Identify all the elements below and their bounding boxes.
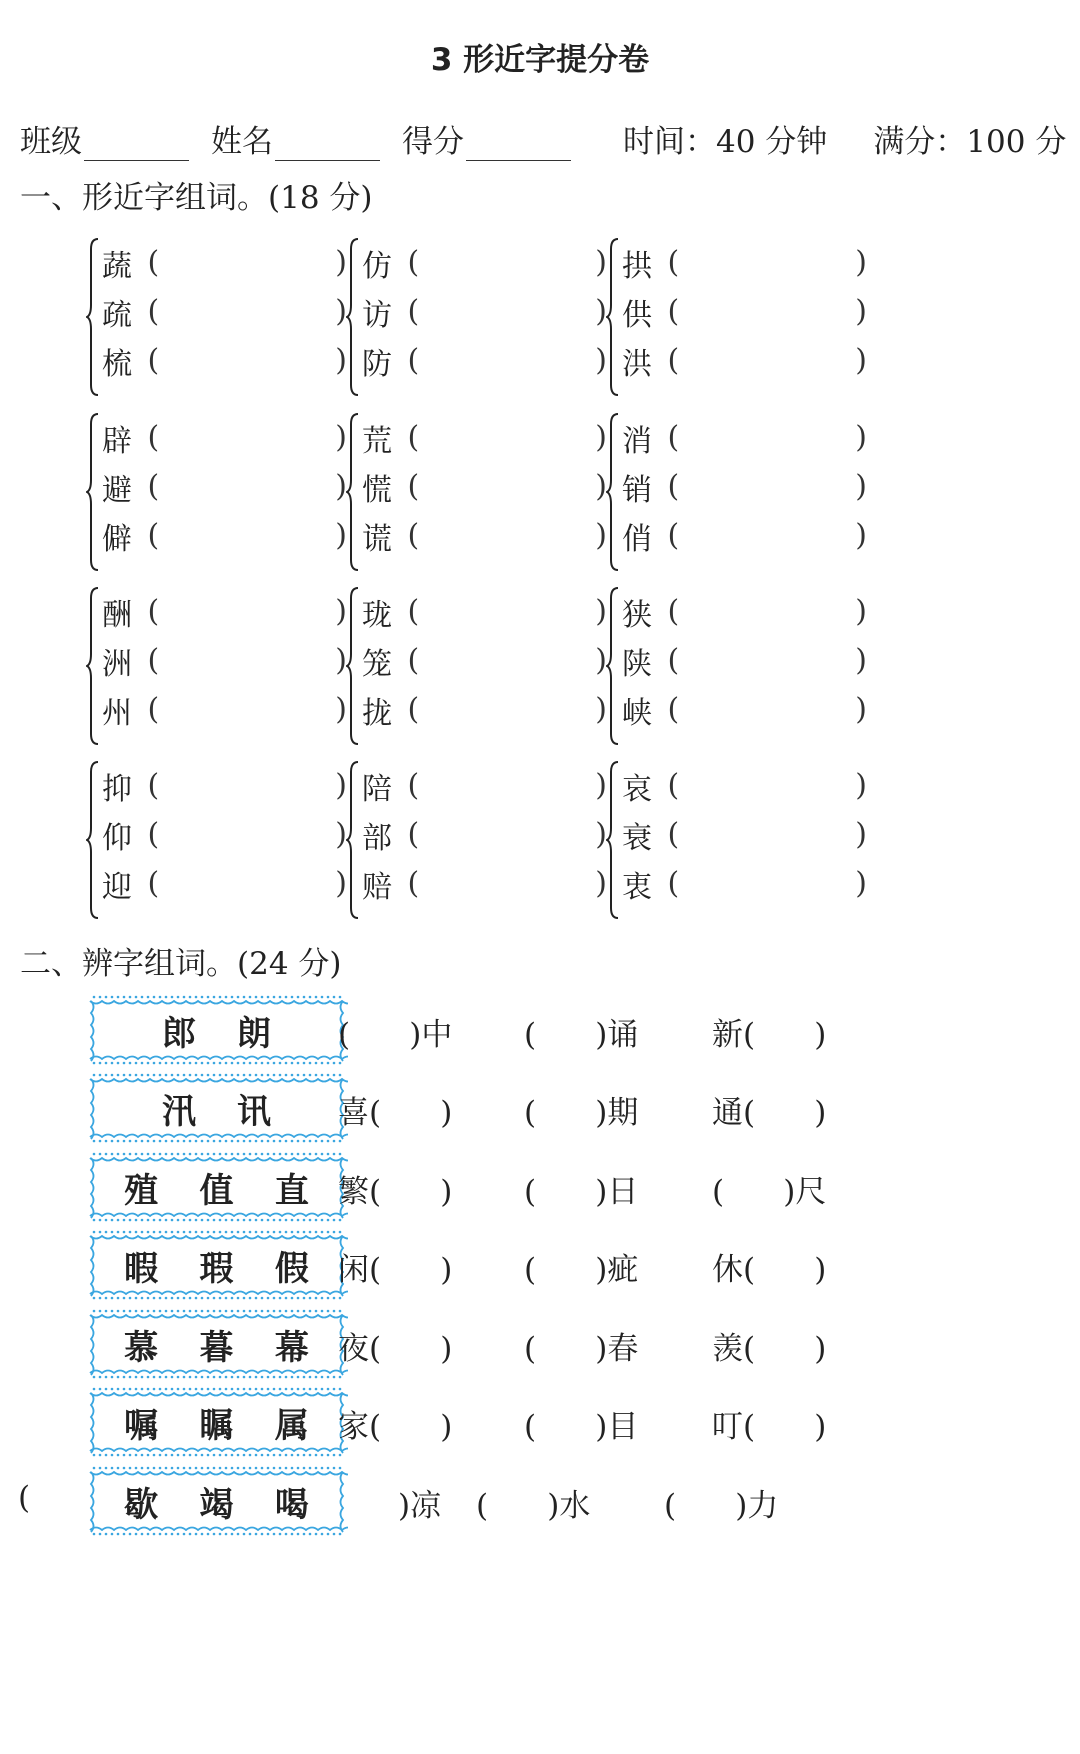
answer-blank[interactable]: ( )目 bbox=[524, 1409, 639, 1445]
answer-blank[interactable]: ( bbox=[667, 469, 680, 504]
paren-close: ) bbox=[595, 518, 607, 553]
character: 洪 bbox=[622, 346, 652, 382]
word-group bbox=[86, 410, 346, 575]
answer-blank[interactable]: ( )力 bbox=[664, 1488, 779, 1524]
word-row bbox=[622, 235, 867, 290]
score-label: 得分 bbox=[402, 124, 464, 160]
paren-close: ) bbox=[595, 866, 607, 901]
paren-close: ) bbox=[595, 245, 607, 280]
character: 俏 bbox=[622, 521, 652, 557]
answer-blank[interactable]: ( )春 bbox=[524, 1331, 639, 1367]
box-char: 竭 bbox=[199, 1484, 235, 1525]
brace-icon bbox=[86, 758, 100, 923]
word-group bbox=[346, 584, 606, 749]
word-row bbox=[622, 758, 867, 813]
paren-close: ) bbox=[595, 692, 607, 727]
word-row bbox=[102, 410, 347, 465]
word-row bbox=[362, 856, 607, 911]
paren-close: ) bbox=[855, 643, 867, 678]
paren-close: ) bbox=[595, 294, 607, 329]
word-group bbox=[346, 410, 606, 575]
answer-blank[interactable]: 夜( ) bbox=[338, 1331, 453, 1367]
answer-blank[interactable]: ( bbox=[407, 245, 420, 280]
character: 谎 bbox=[362, 521, 392, 557]
answer-blank[interactable]: ( bbox=[667, 866, 680, 901]
paren-close: ) bbox=[855, 469, 867, 504]
character: 迎 bbox=[102, 869, 132, 905]
paren-close: ) bbox=[855, 768, 867, 803]
character: 狭 bbox=[622, 597, 652, 633]
char-box bbox=[86, 1387, 348, 1457]
box-char: 瑕 bbox=[199, 1248, 235, 1289]
character: 峡 bbox=[622, 695, 652, 731]
word-row bbox=[102, 584, 347, 639]
box-characters bbox=[86, 1309, 348, 1379]
word-group bbox=[86, 758, 346, 923]
answer-blank[interactable]: ( bbox=[18, 1480, 31, 1516]
answer-blank[interactable]: ( bbox=[147, 643, 160, 678]
word-row bbox=[362, 584, 607, 639]
character: 拢 bbox=[362, 695, 392, 731]
word-row bbox=[362, 284, 607, 339]
character: 衷 bbox=[622, 869, 652, 905]
paren-close: ) bbox=[335, 817, 347, 852]
answer-blank[interactable]: ( bbox=[407, 518, 420, 553]
paren-close: ) bbox=[335, 643, 347, 678]
word-group bbox=[606, 584, 866, 749]
word-row bbox=[362, 633, 607, 688]
answer-blank[interactable]: ( bbox=[667, 594, 680, 629]
class-blank[interactable] bbox=[84, 128, 189, 161]
answer-blank[interactable]: ( bbox=[667, 245, 680, 280]
character: 避 bbox=[102, 472, 132, 508]
answer-blank[interactable]: ( )水 bbox=[476, 1488, 591, 1524]
answer-blank[interactable]: 新( ) bbox=[712, 1017, 827, 1053]
paren-close: ) bbox=[595, 594, 607, 629]
box-char: 喝 bbox=[274, 1484, 310, 1525]
box-char: 值 bbox=[199, 1170, 235, 1211]
paren-close: ) bbox=[855, 294, 867, 329]
box-char: 讯 bbox=[237, 1091, 272, 1132]
box-char: 汛 bbox=[162, 1091, 197, 1132]
character: 辟 bbox=[102, 423, 132, 459]
brace-icon bbox=[606, 235, 620, 400]
paren-close: ) bbox=[335, 420, 347, 455]
brace-icon bbox=[346, 584, 360, 749]
character: 洲 bbox=[102, 646, 132, 682]
student-info-bar bbox=[20, 116, 1067, 161]
answer-blank[interactable]: 家( ) bbox=[338, 1409, 453, 1445]
box-char: 属 bbox=[274, 1405, 310, 1446]
answer-blank[interactable]: 叮( ) bbox=[712, 1409, 827, 1445]
word-row bbox=[362, 758, 607, 813]
answer-blank[interactable]: ( bbox=[407, 594, 420, 629]
answer-blank[interactable]: ( bbox=[667, 768, 680, 803]
box-char: 慕 bbox=[124, 1327, 160, 1368]
answer-blank[interactable]: ( bbox=[667, 294, 680, 329]
character: 仰 bbox=[102, 820, 132, 856]
answer-blank[interactable]: 休( ) bbox=[712, 1252, 827, 1288]
answer-blank[interactable]: )凉 bbox=[398, 1488, 442, 1524]
box-characters bbox=[86, 1387, 348, 1457]
word-row bbox=[362, 682, 607, 737]
character: 供 bbox=[622, 297, 652, 333]
character: 僻 bbox=[102, 521, 132, 557]
answer-blank[interactable]: ( bbox=[667, 343, 680, 378]
section2-heading: 二、辨字组词。(24 分) bbox=[20, 946, 342, 982]
char-box bbox=[86, 1152, 348, 1222]
paren-close: ) bbox=[335, 518, 347, 553]
brace-icon bbox=[346, 410, 360, 575]
word-row bbox=[622, 807, 867, 862]
brace-icon bbox=[606, 584, 620, 749]
paren-close: ) bbox=[855, 245, 867, 280]
brace-icon bbox=[86, 584, 100, 749]
box-char: 暇 bbox=[124, 1248, 160, 1289]
paren-close: ) bbox=[595, 420, 607, 455]
word-row bbox=[102, 633, 347, 688]
word-row bbox=[622, 333, 867, 388]
word-row bbox=[102, 459, 347, 514]
character: 州 bbox=[102, 695, 132, 731]
word-row bbox=[102, 508, 347, 563]
answer-blank[interactable]: ( bbox=[147, 817, 160, 852]
character: 赔 bbox=[362, 869, 392, 905]
word-row bbox=[102, 235, 347, 290]
word-row bbox=[622, 459, 867, 514]
character: 拱 bbox=[622, 248, 652, 284]
word-row bbox=[362, 410, 607, 465]
box-char: 假 bbox=[274, 1248, 310, 1289]
answer-blank[interactable]: ( bbox=[407, 643, 420, 678]
answer-blank[interactable]: ( bbox=[667, 692, 680, 727]
answer-blank[interactable]: ( )疵 bbox=[524, 1252, 639, 1288]
answer-blank[interactable]: ( )日 bbox=[524, 1174, 639, 1210]
time-limit: 时间：40 分钟 bbox=[623, 124, 828, 160]
word-row bbox=[362, 459, 607, 514]
brace-icon bbox=[606, 410, 620, 575]
answer-blank[interactable]: ( bbox=[407, 817, 420, 852]
paren-close: ) bbox=[335, 343, 347, 378]
answer-blank[interactable]: ( bbox=[407, 866, 420, 901]
paren-close: ) bbox=[595, 469, 607, 504]
answer-blank[interactable]: ( bbox=[407, 469, 420, 504]
answer-blank[interactable]: ( bbox=[667, 420, 680, 455]
box-characters bbox=[86, 1230, 348, 1300]
word-group bbox=[606, 410, 866, 575]
word-group bbox=[606, 235, 866, 400]
answer-blank[interactable]: ( bbox=[147, 518, 160, 553]
paren-close: ) bbox=[595, 768, 607, 803]
char-box bbox=[86, 1466, 348, 1536]
paren-close: ) bbox=[855, 692, 867, 727]
character: 衰 bbox=[622, 820, 652, 856]
box-char: 幕 bbox=[274, 1327, 310, 1368]
answer-blank[interactable]: ( )中 bbox=[338, 1017, 453, 1053]
character: 抑 bbox=[102, 771, 132, 807]
name-label: 姓名 bbox=[211, 124, 273, 160]
paren-close: ) bbox=[855, 866, 867, 901]
character: 部 bbox=[362, 820, 392, 856]
paren-close: ) bbox=[335, 768, 347, 803]
character: 荒 bbox=[362, 423, 392, 459]
paren-close: ) bbox=[855, 817, 867, 852]
brace-icon bbox=[86, 410, 100, 575]
word-row bbox=[622, 633, 867, 688]
answer-blank[interactable]: 喜( ) bbox=[338, 1095, 453, 1131]
paren-close: ) bbox=[595, 817, 607, 852]
brace-icon bbox=[346, 235, 360, 400]
full-score: 满分：100 分 bbox=[873, 124, 1067, 160]
name-blank[interactable] bbox=[275, 128, 380, 161]
box-char: 朗 bbox=[237, 1013, 272, 1054]
character: 陕 bbox=[622, 646, 652, 682]
character: 慌 bbox=[362, 472, 392, 508]
character: 梳 bbox=[102, 346, 132, 382]
answer-blank[interactable]: ( bbox=[667, 643, 680, 678]
answer-blank[interactable]: ( bbox=[147, 245, 160, 280]
box-characters bbox=[86, 1466, 348, 1536]
answer-blank[interactable]: ( )尺 bbox=[712, 1174, 827, 1210]
answer-blank[interactable]: 闲( ) bbox=[338, 1252, 453, 1288]
answer-blank[interactable]: ( bbox=[147, 866, 160, 901]
box-char: 嘱 bbox=[124, 1405, 160, 1446]
word-row bbox=[362, 807, 607, 862]
paren-close: ) bbox=[855, 594, 867, 629]
word-row bbox=[622, 584, 867, 639]
char-box bbox=[86, 995, 348, 1065]
paren-close: ) bbox=[335, 692, 347, 727]
character: 哀 bbox=[622, 771, 652, 807]
answer-blank[interactable]: ( bbox=[147, 768, 160, 803]
char-box bbox=[86, 1309, 348, 1379]
answer-blank[interactable]: 繁( ) bbox=[338, 1174, 453, 1210]
paren-close: ) bbox=[855, 420, 867, 455]
answer-blank[interactable]: ( bbox=[667, 518, 680, 553]
brace-icon bbox=[606, 758, 620, 923]
answer-blank[interactable]: ( bbox=[407, 768, 420, 803]
word-row bbox=[102, 758, 347, 813]
character: 珑 bbox=[362, 597, 392, 633]
word-row bbox=[362, 508, 607, 563]
paren-close: ) bbox=[335, 594, 347, 629]
word-row bbox=[622, 856, 867, 911]
word-row bbox=[622, 284, 867, 339]
paren-close: ) bbox=[335, 469, 347, 504]
character: 陪 bbox=[362, 771, 392, 807]
box-characters bbox=[86, 1152, 348, 1222]
box-characters bbox=[86, 1073, 348, 1143]
character: 访 bbox=[362, 297, 392, 333]
word-row bbox=[622, 682, 867, 737]
answer-blank[interactable]: ( bbox=[147, 594, 160, 629]
character: 仿 bbox=[362, 248, 392, 284]
box-char: 直 bbox=[274, 1170, 310, 1211]
word-group bbox=[86, 235, 346, 400]
word-row bbox=[102, 807, 347, 862]
character: 笼 bbox=[362, 646, 392, 682]
answer-blank[interactable]: ( bbox=[407, 343, 420, 378]
word-group bbox=[606, 758, 866, 923]
paren-close: ) bbox=[855, 518, 867, 553]
answer-blank[interactable]: 通( ) bbox=[712, 1095, 827, 1131]
answer-blank[interactable]: ( )诵 bbox=[524, 1017, 639, 1053]
answer-blank[interactable]: ( bbox=[147, 294, 160, 329]
word-group bbox=[346, 235, 606, 400]
score-blank[interactable] bbox=[466, 128, 571, 161]
char-box bbox=[86, 1073, 348, 1143]
word-row bbox=[622, 410, 867, 465]
word-row bbox=[102, 284, 347, 339]
word-row bbox=[102, 333, 347, 388]
character: 防 bbox=[362, 346, 392, 382]
page-title: 3 形近字提分卷 bbox=[430, 42, 650, 78]
brace-icon bbox=[86, 235, 100, 400]
word-row bbox=[102, 682, 347, 737]
paren-close: ) bbox=[855, 343, 867, 378]
paren-close: ) bbox=[335, 294, 347, 329]
word-row bbox=[362, 333, 607, 388]
answer-blank[interactable]: ( bbox=[407, 692, 420, 727]
paren-close: ) bbox=[335, 245, 347, 280]
paren-close: ) bbox=[335, 866, 347, 901]
answer-blank[interactable]: ( bbox=[147, 469, 160, 504]
answer-blank[interactable]: 羡( ) bbox=[712, 1331, 827, 1367]
answer-blank[interactable]: ( )期 bbox=[524, 1095, 639, 1131]
character: 销 bbox=[622, 472, 652, 508]
char-box bbox=[86, 1230, 348, 1300]
answer-blank[interactable]: ( bbox=[147, 343, 160, 378]
box-char: 郎 bbox=[162, 1013, 197, 1054]
class-label: 班级 bbox=[20, 124, 82, 160]
answer-blank[interactable]: ( bbox=[147, 420, 160, 455]
word-row bbox=[362, 235, 607, 290]
paren-close: ) bbox=[595, 343, 607, 378]
word-group bbox=[86, 584, 346, 749]
section1-heading: 一、形近字组词。(18 分) bbox=[20, 180, 373, 216]
word-row bbox=[622, 508, 867, 563]
character: 疏 bbox=[102, 297, 132, 333]
character: 酬 bbox=[102, 597, 132, 633]
brace-icon bbox=[346, 758, 360, 923]
character: 消 bbox=[622, 423, 652, 459]
word-row bbox=[102, 856, 347, 911]
box-char: 暮 bbox=[199, 1327, 235, 1368]
word-group bbox=[346, 758, 606, 923]
box-char: 殖 bbox=[124, 1170, 160, 1211]
answer-blank[interactable]: ( bbox=[147, 692, 160, 727]
box-char: 瞩 bbox=[199, 1405, 235, 1446]
answer-blank[interactable]: ( bbox=[407, 420, 420, 455]
answer-blank[interactable]: ( bbox=[407, 294, 420, 329]
character: 蔬 bbox=[102, 248, 132, 284]
answer-blank[interactable]: ( bbox=[667, 817, 680, 852]
box-char: 歇 bbox=[124, 1484, 160, 1525]
box-characters bbox=[86, 995, 348, 1065]
paren-close: ) bbox=[595, 643, 607, 678]
